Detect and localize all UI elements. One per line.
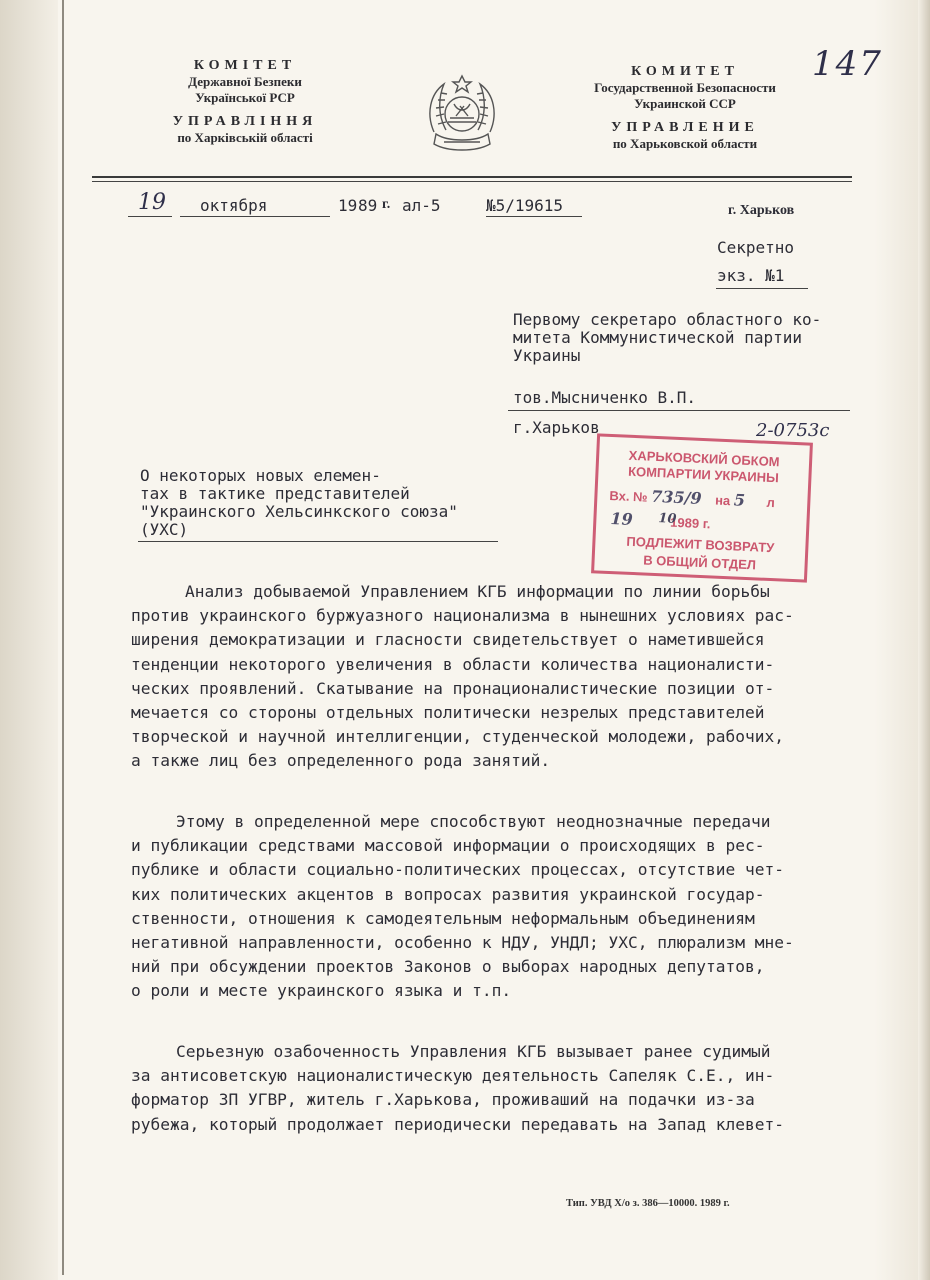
header-left-state-security: Державної Безпеки: [188, 74, 302, 89]
subject-line-4: (УХС): [140, 520, 189, 539]
paragraph-1: [131, 580, 911, 774]
paragraph-line: тенденции некоторого увеличения в области количества националисти-: [131, 654, 775, 674]
header-left: [120, 58, 370, 146]
paragraph-line: и публикации средствами массовой информации о происходящих в рес-: [131, 836, 765, 856]
header-left-committee: КОМІТЕТ: [193, 58, 297, 73]
stamp-date-year: 1989: [669, 514, 700, 531]
paragraph-line: о роли и месте украинского языка и т.п.: [131, 981, 512, 1001]
date-year-label: г.: [382, 197, 391, 212]
scan-left-edge: [0, 0, 58, 1280]
date-month: октября: [200, 196, 268, 215]
header-right-directorate: УПРАВЛЕНИЕ: [611, 120, 759, 135]
subject-line-3: "Украинского Хельсинкского союза": [140, 502, 458, 521]
header-right-republic: Украинской ССР: [634, 96, 736, 111]
paragraph-line: мечается со стороны отдельных политически незрелых представителей: [131, 702, 765, 722]
paragraph-line: негативной направленности, особенно к НДУ, УНДЛ; УХС, плюрализм мне-: [131, 932, 794, 952]
stamp-date-month: 10: [658, 511, 677, 527]
subject-underline: [138, 541, 498, 542]
paragraph-line: творческой и научной интеллигенции, студенческой молодежи, рабочих,: [131, 727, 784, 747]
handwritten-registration: 2-0753с: [756, 420, 830, 441]
paragraph-line: ний при обсуждении проектов Законов о выборах народных депутатов,: [131, 957, 765, 977]
header-right: [540, 64, 830, 152]
stamp-date-day: 19: [610, 509, 634, 529]
paragraph-line: Анализ добываемой Управлением КГБ информации по линии борьбы: [185, 582, 770, 601]
paragraph-line: Этому в определенной мере способствуют неоднозначные передачи: [176, 812, 771, 831]
date-year-prefix: 19: [338, 196, 358, 215]
stamp-sheets-suffix: л: [766, 494, 776, 511]
stamp-return-2: В ОБЩИЙ ОТДЕЛ: [642, 552, 757, 573]
stamp-return-1: ПОДЛЕЖИТ ВОЗВРАТУ: [626, 533, 775, 556]
addressee-line-1: Первому секретаро областного ко-: [513, 310, 822, 329]
header-right-committee: КОМИТЕТ: [631, 64, 739, 79]
document-code: ал-5: [402, 196, 441, 215]
number-underline: [486, 216, 582, 217]
paragraph-line: публике и области социально-политических процессах, отсутствие чет-: [131, 860, 784, 880]
paragraph-line: ких политических акцентов в вопросах развития украинской государ-: [131, 884, 765, 904]
stamp-in-label: Вх. №: [609, 487, 648, 505]
header-right-region: по Харьковской области: [612, 136, 758, 151]
stamp-line-2: КОМПАРТИИ УКРАИНЫ: [627, 463, 780, 486]
stamp-date-row: [596, 508, 807, 536]
paragraph-3: [131, 1040, 911, 1137]
addressee-city: г.Харьков: [513, 418, 600, 437]
subject-line-2: тах в тактике представителей: [140, 484, 410, 503]
paragraph-line: за антисоветскую националистическую деятельность Сапеляк С.Е., ин-: [131, 1066, 775, 1086]
paragraph-line: Серьезную озабоченность Управления КГБ вызывает ранее судимый: [176, 1042, 771, 1061]
date-day: 19: [138, 190, 166, 215]
stamp-year-suffix: г.: [702, 516, 711, 532]
header-right-state-security: Государственной Безопасности: [594, 80, 776, 95]
paragraph-line: а также лиц без определенного рода занятий.: [131, 751, 551, 771]
paragraph-line: ширения демократизации и гласности свидетельствует о наметившейся: [131, 630, 765, 650]
paragraph-line: против украинского буржуазного национализма в нынешних условиях рас-: [131, 606, 794, 626]
stamp-sheets-label: на: [714, 492, 731, 509]
addressee-line-2: митета Коммунистической партии: [513, 328, 802, 347]
header-rule: [92, 176, 852, 178]
issue-city: г. Харьков: [728, 203, 795, 218]
scan-right-edge: [918, 0, 930, 1280]
received-stamp: [591, 433, 813, 582]
date-day-underline: [128, 216, 172, 217]
date-month-underline: [180, 216, 330, 217]
paragraph-line: ческих проявлений. Скатывание на пронационалистические позиции от-: [131, 678, 775, 698]
header-left-directorate: УПРАВЛІННЯ: [172, 114, 318, 129]
printer-imprint: Тип. УВД Х/о з. 386—10000. 1989 г.: [566, 1198, 730, 1209]
page-number: 147: [812, 44, 883, 84]
secret-label: Секретно: [717, 238, 795, 257]
stamp-sheets: 5: [733, 490, 746, 510]
paragraph-line: форматор ЗП УГВР, житель г.Харькова, проживаший на подачки из-за: [131, 1090, 755, 1110]
stamp-line-1: ХАРЬКОВСКИЙ ОБКОМ: [628, 447, 780, 470]
stamp-incoming-row: [597, 484, 808, 512]
header-left-republic: Української РСР: [195, 90, 295, 105]
addressee-name-underline: [508, 410, 850, 411]
subject-line-1: О некоторых новых елемен-: [140, 466, 381, 485]
document-number: №5/19615: [486, 196, 564, 215]
paragraph-line: рубежа, который продолжает периодически передавать на Запад клевет-: [131, 1114, 784, 1134]
header-left-region: по Харківській області: [177, 130, 313, 145]
copy-number: экз. №1: [717, 266, 785, 285]
header-rule-thin: [92, 181, 852, 182]
coat-of-arms-icon: [424, 72, 500, 160]
stamp-in-number: 735/9: [650, 486, 703, 508]
paragraph-2: [131, 810, 911, 1004]
paragraph-line: ственности, отношения к самодеятельным неформальным объединениям: [131, 908, 755, 928]
binding-line: [62, 0, 64, 1275]
date-year-suffix: 89: [358, 196, 378, 215]
addressee-line-3: Украины: [513, 346, 581, 365]
copy-underline: [716, 288, 808, 289]
addressee-name: тов.Мысниченко В.П.: [513, 388, 697, 407]
